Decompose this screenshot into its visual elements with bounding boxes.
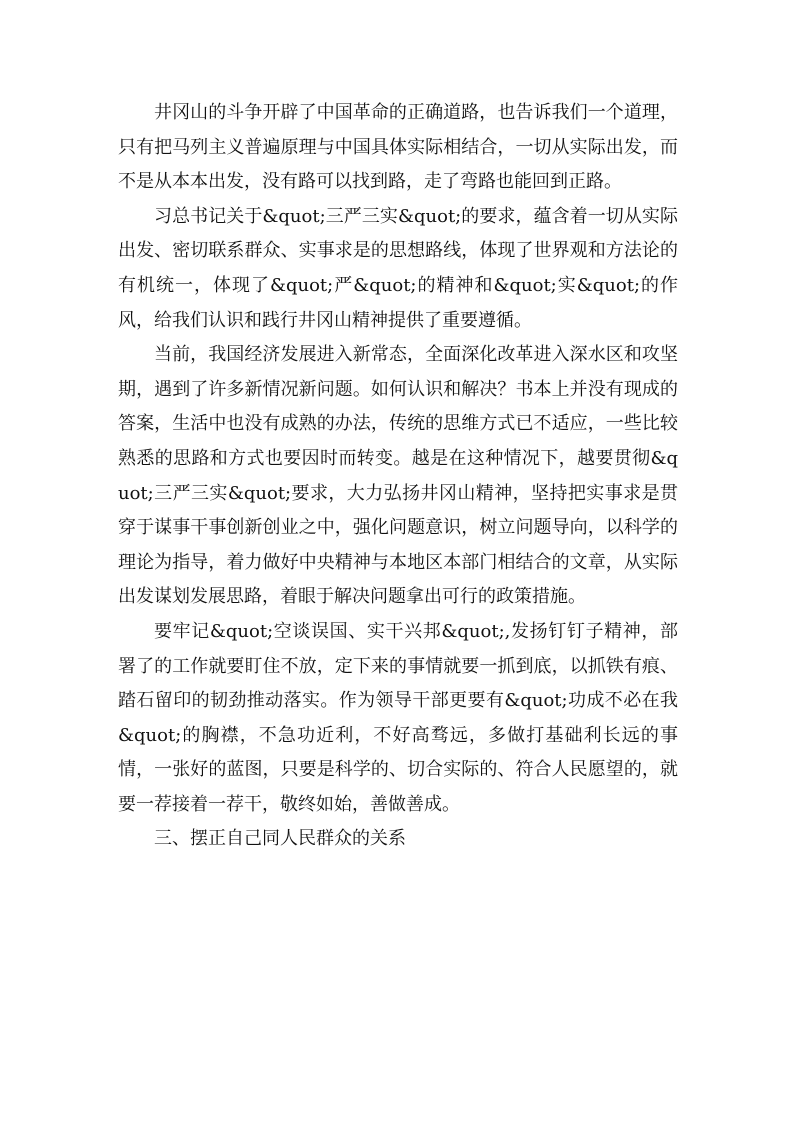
section-heading: 三、摆正自己同人民群众的关系 xyxy=(154,828,406,850)
paragraph-1: 井冈山的斗争开辟了中国革命的正确道路，也告诉我们一个道理，只有把马列主义普遍原理与中国具体实际相结合，一切从实际出发，而不是从本本出发，没有路可以找到路，走了弯路也能回到正路。 xyxy=(118,102,678,193)
document-page xyxy=(118,96,678,857)
paragraph-4: 要牢记&quot;空谈误国、实干兴邦&quot;,发扬钉钉子精神，部署了的工作就要盯住不放，定下来的事情就要一抓到底，以抓铁有痕、踏石留印的韧劲推动落实。作为领导干部更要有&quot;功成不必在我&quot;的胸襟，不急功近利，不好高骛远，多做打基础利长远的事情，一张好的蓝图，只要是科学的、切合实际的、符合人民愿望的，就要一荐接着一荐干，敬终如始，善做善成。 xyxy=(118,620,678,815)
paragraph-2: 习总书记关于&quot;三严三实&quot;的要求，蕴含着一切从实际出发、密切联系群众、实事求是的思想路线，体现了世界观和方法论的有机统一，体现了&quot;严&quot;的精神和&quot;实&quot;的作风，给我们认识和践行井冈山精神提供了重要遵循。 xyxy=(118,205,678,331)
paragraph-3: 当前，我国经济发展进入新常态，全面深化改革进入深水区和攻坚期，遇到了许多新情况新问题。如何认识和解决？书本上并没有现成的答案，生活中也没有成熟的办法，传统的思维方式已不适应，一些比较熟悉的思路和方式也要因时而转变。越是在这种情况下，越要贯彻&quot;三严三实&quot;要求，大力弘扬井冈山精神，坚持把实事求是贯穿于谋事干事创新创业之中，强化问题意识，树立问题导向，以科学的理论为指导，着力做好中央精神与本地区本部门相结合的文章，从实际出发谋划发展思路，着眼于解决问题拿出可行的政策措施。 xyxy=(118,344,678,608)
